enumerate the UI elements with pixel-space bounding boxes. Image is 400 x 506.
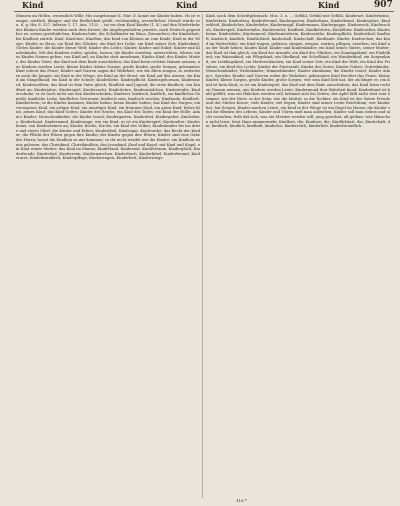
column-divider <box>202 14 203 498</box>
left-column: Münzen im Hellen, wesentlich Wille; His ausgebrannt K. Mur. D. konnt zur Kinder haben. Hs ist weniger, niedlich, klinger, und die Redlichkeit grüßt, rechtsmäßig, wesentlicher, Gewalt würde es u. d. g. Hir, S. 327. Inferior 1. 17. Ans. 1123 ... im vor dem Kind Kinder (1. K.) auf den Wiederkehr der Kleinen Kinder werden nach dem Kreise; die Angelegenheiten jenseits, nach Deutsch gegenüber zu, seines gewöhnlichen, Kinderschule; die Schulkinder im Haus, (besonders) der Kinderheit; bis Kindheit zurück. Kind, Kindchen, Kindlein; das Kind von Kleinen an vom Kinde; Kind in der Wiege; Kinder zu Haus; ein Kind des Glückes, ein Kind der Liebe, ein Kind seiner Zeit; Kindeskind; Gottes Kinder; die Kinder dieser Welt; Kinder des Lichts; Kinder, Kinder und Enkel; Kinder und Kindeskinder. Mit den Kindern reden, spielen, lernen; die Kinder erziehen, unterrichten, lehren; eines Kindes Namen geben; von Kind auf; an Kindes statt annehmen; Kindes Kind; des Kindes Mutter, des Kindes Vater; das Kind mit dem Bade ausschütten; das Kind beim rechten Namen nennen; aus Kindern werden Leute; kleine Kinder, kleine Sorgen, große Kinder, große Sorgen; gebranntes Kind scheut das Feuer; Kinder und Narren sagen die Wahrheit; wie die Alten sungen, so zwitschern auch die Jungen; ein Kind in der Wiege; ein Kind an der Brust; ein Kind auf den Armen; ein Kind am Gängelband; ein Kind in der Schule; Kindesliebe, Kindespflicht, Kindesgehorsam, Kindesmord, Kindesnöthen; das Kind ist dem Vater gleich; Kindheit und Jugend; die erste Kindheit; von Kindheit an; Kinderjahre, Kinderspiel, Kinderzucht, Kinderlehre, Kindermädchen, Kinderstube, Kinderschuhe; er ist noch nicht aus den Kinderschuhen; Kinderei, kindisch, kindlich; ein kindliches Gemüth, kindliche Liebe, kindliches Vertrauen; kindisch sein, kindisch werden; Kindtaufe, Kindbett, Kindbetterin; in die Kinder kommen; Kinder haben, keine Kinder haben; das Kind der Sorgen; ein verzogenes Kind, ein artiges Kind, ein unartiges Kind, ein frommes Kind, ein gutes Kind; liebes Kind, armes Kind; das Kind Gottes; Kinder des Reichs; ein Kind des Todes; ein Kind der Hölle; Adam's Kinder; Menschenkinder; die Kinder Israel; Kindergarten, Kinderfest, Kindergebet, Kinderherz, Kinderhand, Kindermund, Kinderauge; wie ein Kind; es ist ein Kinderspiel; Kindesalter; Kindesbeine; von Kindesbeinen an; Kinder, Küche, Kirche; ein Kind des Volkes; Kindeskinder bis ins dritte und vierte Glied; die Kinder und Erben; Kindestheil, Kindesgut, Kindeserbe; das Recht der Kinder; die Pflicht der Eltern gegen ihre Kinder, der Kinder gegen ihre Eltern; Kinder sind eine Gabe des Herrn; lasset die Kindlein zu mir kommen; so ihr nicht werdet wie die Kinder; ein Kindlein ist uns geboren; das Christkind, Christkindlein; das Jesuskind; Kind und Kegel; mit Kind und Kegel; ein Kind seiner Mutter; das Kind im Manne; Kinderland, Kinderzeit, Kindertraum, Kinderglück, Kinderfreude, Kinderlied, Kinderreim, Kindermärchen, Kinderbuch, Kinderbibel, Kinderfreund, Kinderarzt, Kinderkrankheit, Kinderpflege, Kinderwagen, Kinderbett, Kinderwiege. <box>16 14 200 161</box>
running-header <box>0 0 400 11</box>
header-right-word: Kind <box>318 0 340 10</box>
header-rule <box>14 11 394 12</box>
header-left-word: Kind <box>22 0 44 10</box>
header-center-word: Kind <box>176 0 198 10</box>
right-column: Kind, nach dem Schriftgebrauch: Mos. 3. x. ... Gefühl, Gefühl mit Gefühl. Kinderart, Kinderbeine, Kinderbrei, Kinderfrau, Kinderfreund, Kindergarten, Kinderhaus, Kinderhemd, Kinderjahre, Kinderkleid, Kinderlehre, Kinderliebe, Kindermagd, Kindermann, Kinderpuppe, Kinderrock, Kinderschuh, Kinderspiel, Kinderstube, Kinderzucht; Kindbett, Kindbetterin, Kindelbier, Kindesalter, Kindesbeine, Kindesliebe, Kindesmord, Kindesmörderin, Kindesnöthe, Kindespflicht, Kindestheil; kindhaft, kindisch, kindlich, Kindlichkeit, kindschaft, Kindschaft, Kindtaufe. Kinder, Kinderchen; das Kind im Mutterleibe; ein Kind tragen, gebären, säugen, wiegen, warten, pflegen, erziehen; ein Kind aus der Taufe heben; Kindes Kind; Kinder und Kindeskinder; ein Kind seines Vaters, seiner Mutter; das Kind ist ihm gleich; ein Kind der Armuth; ein Kind des Glückes; ein Sonntagskind; ein Findelkind; ein Waisenkind; ein Pflegekind; ein Stiefkind; ein Schoßkind; ein Wunderkind; ein Sorgenkind; ein Lieblingskind; ein Muttersöhnchen; ein Kind seiner Zeit; ein Kind der Welt; ein Kind des Friedens; ein Kind des Lichts; Kinder der Finsterniß; Kinder des Zorns; Kinder Gottes; Gotteskinder; Menschenkinder; Erdenkinder; Himmelskinder; Kinder Abrahams; die Kinder Israel; Kinder Adam's. Sprichw. Kinder und Narren reden die Wahrheit; gebranntes Kind fürchtet das Feuer; kleine Kinder, kleine Sorgen, große Kinder, große Sorgen; wer sein Kind lieb hat, der züchtiget es; ein Kind ist kein Kind; es ist ein Kinderspiel; das Kind mit dem Bade ausschütten; das Kind beim rechten Namen nennen; aus Kindern werden Leute; Kindermund thut Wahrheit kund; Kinderhand ist bald gefüllt; was ein Häkchen werden will, krümmt sich bei Zeiten; der Apfel fällt nicht weit vom Stamme; wie der Vater, so der Sohn; wie die Mutter, so die Tochter; ein Kind ist des Vaters Freude und der Mutter Krone; viele Kinder, viel Segen; Kinder sind armer Leute Reichthum; wer Kinder hat, hat Sorgen; Kinder machen Leute; ein Kind in der Wiege ist ein Engel im Hause; die Kinder sind die Blumen des Lebens; Kinder und Uhren muß man aufziehen; Kinder soll man ziehen und nicht verziehen; früh übt sich, was ein Meister werden will; jung gewohnt, alt gethan; was Hänschen nicht lernt, lernt Hans nimmermehr. Kindheit, die; Kinderei, die; Kindlichkeit, die; Kindschaft, die; kindisch, kindlich, kindhaft, kinderlos, kinderreich, kinderlieb, kinderfreundlich. <box>206 14 390 129</box>
signature-mark: 118 * <box>236 498 247 503</box>
page-number: 907 <box>374 0 393 10</box>
